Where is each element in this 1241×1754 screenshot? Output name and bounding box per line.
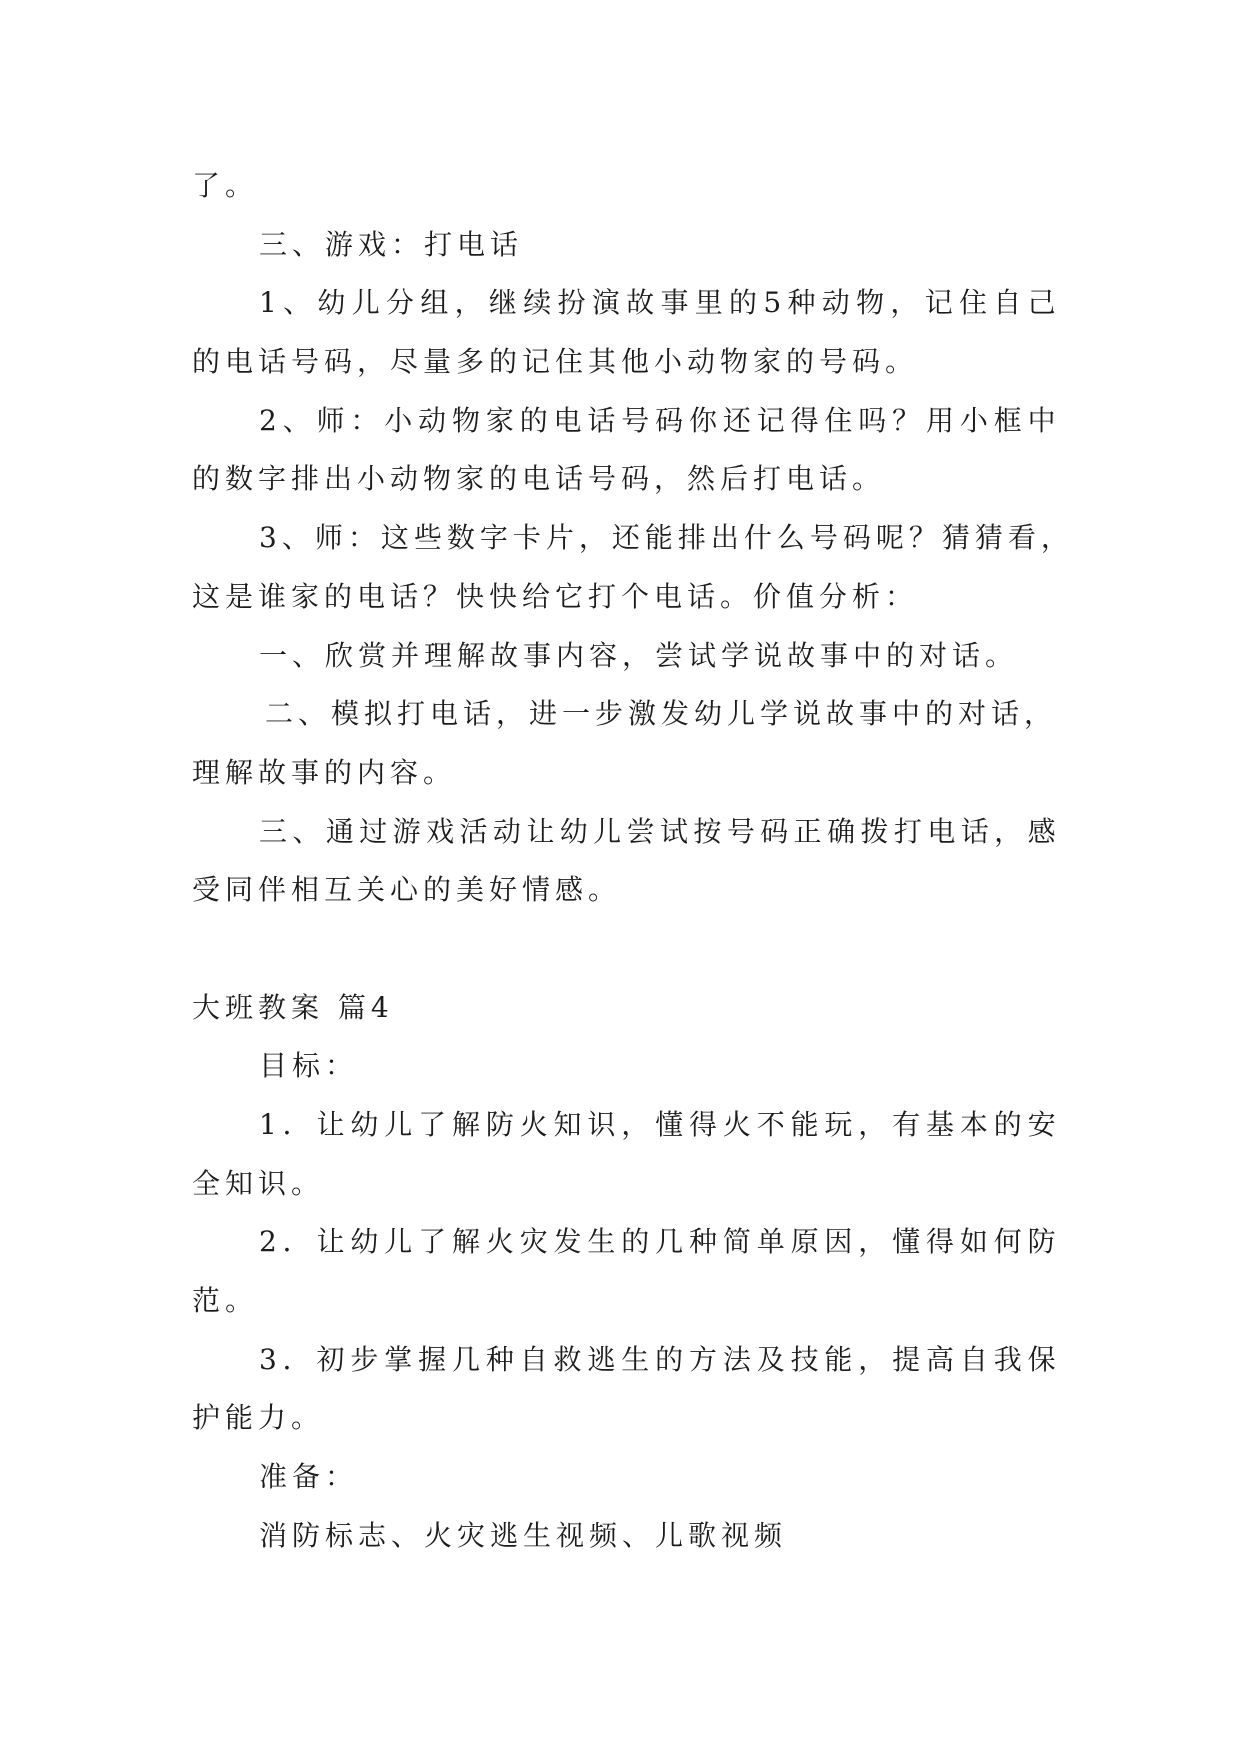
game-step-3-line-2: 这是谁家的电话？快快给它打个电话。价值分析： — [192, 579, 919, 613]
section-title: 大班教案 篇4 — [192, 990, 394, 1024]
goal-3-line-1: 3．初步掌握几种自救逃生的方法及技能，提高自我保 — [259, 1342, 1060, 1376]
previous-paragraph-tail: 了。 — [192, 169, 259, 202]
game-step-3 — [192, 509, 1152, 626]
section-gap — [192, 920, 1152, 979]
preparation-label: 准备： — [259, 1460, 359, 1494]
game-step-3-line-1: 3、师：这些数字卡片，还能排出什么号码呢？猜猜看， — [259, 521, 1074, 555]
value-analysis-1-line-1: 一、欣赏并理解故事内容，尝试学说故事中的对话。 — [259, 638, 1019, 672]
value-analysis-3-line-2: 受同伴相互关心的美好情感。 — [192, 873, 622, 907]
goal-1-line-2: 全知识。 — [192, 1166, 325, 1200]
value-analysis-3 — [192, 803, 1152, 920]
goals-label: 目标： — [259, 1049, 359, 1083]
value-analysis-1 — [192, 627, 1152, 686]
value-analysis-3-line-1: 三、通过游戏活动让幼儿尝试按号码正确拨打电话，感 — [259, 814, 1060, 848]
goal-1-line-1: 1．让幼儿了解防火知识，懂得火不能玩，有基本的安 — [259, 1108, 1060, 1141]
game-step-1 — [192, 274, 1152, 391]
goal-2-line-2: 范。 — [192, 1284, 259, 1318]
value-analysis-2-line-1: 二、模拟打电话，进一步激发幼儿学说故事中的对话， — [265, 697, 1058, 731]
game-step-2 — [192, 392, 1152, 509]
document-body — [192, 157, 1152, 1566]
game-step-2-line-2: 的数字排出小动物家的电话号码，然后打电话。 — [192, 462, 886, 496]
game-step-1-line-1: 1、幼儿分组，继续扮演故事里的5种动物，记住自己 — [259, 286, 1060, 320]
game-heading: 三、游戏：打电话 — [259, 227, 524, 261]
value-analysis-2 — [192, 685, 1152, 802]
game-step-1-line-2: 的电话号码，尽量多的记住其他小动物家的号码。 — [192, 345, 919, 379]
goal-2-line-1: 2．让幼儿了解火灾发生的几种简单原因，懂得如何防 — [259, 1225, 1060, 1259]
goal-3 — [192, 1331, 1152, 1448]
value-analysis-2-line-2: 理解故事的内容。 — [192, 755, 457, 789]
preparation-items: 消防标志、火灾逃生视频、儿歌视频 — [259, 1518, 788, 1552]
goal-2 — [192, 1213, 1152, 1330]
game-step-2-line-1: 2、师：小动物家的电话号码你还记得住吗？用小框中 — [259, 403, 1060, 437]
goal-3-line-2: 护能力。 — [192, 1401, 325, 1435]
goal-1 — [192, 1096, 1152, 1213]
